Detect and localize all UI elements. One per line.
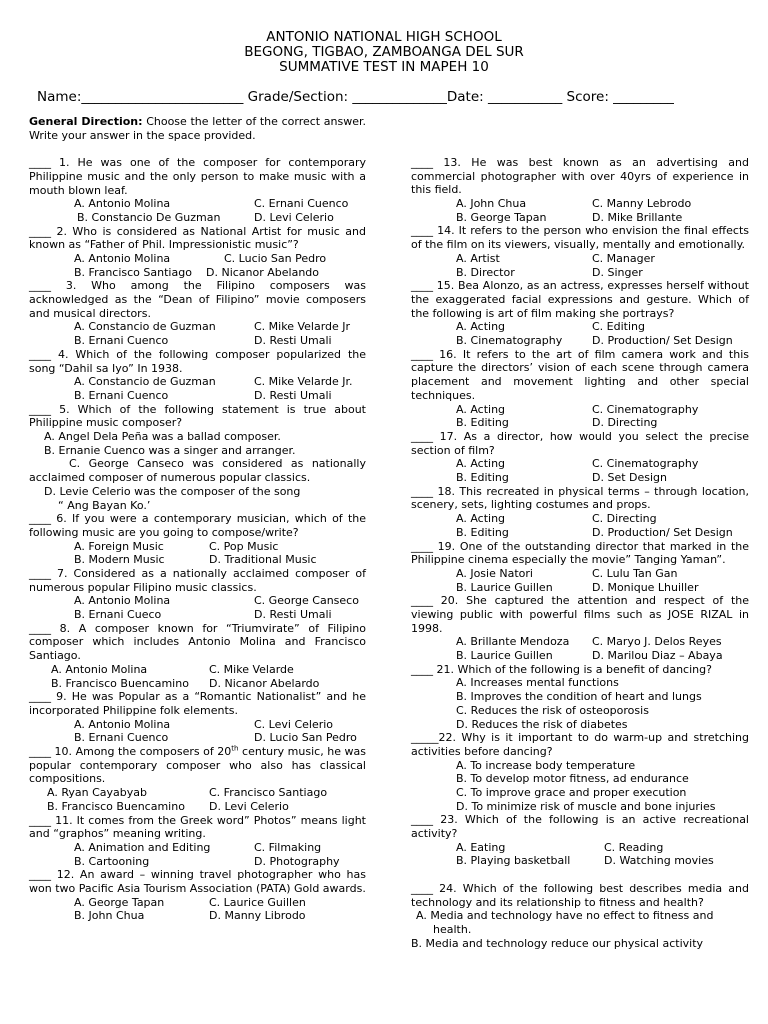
choice-b: B. Francisco Buencamino	[47, 799, 185, 813]
question-24: ____ 24. Which of the following best describes media and technology and its relationship to fitness and health?	[411, 881, 749, 909]
choice-d: D. Production/ Set Design	[592, 525, 733, 539]
choice-a: A. Acting	[456, 512, 506, 526]
question-7-options-row2	[29, 608, 366, 622]
choice-b: B. Editing	[456, 416, 509, 430]
choice-b: B. Ernani Cuenco	[74, 388, 169, 402]
question-21-choice-b	[411, 690, 749, 704]
choice-b: B. Francisco Santiago	[74, 265, 192, 279]
superscript: th	[231, 744, 239, 753]
choice-a: A. Artist	[456, 251, 500, 265]
choice-c: C. Cinematography	[592, 402, 699, 416]
choice-c: C. Filmaking	[254, 840, 322, 854]
choice-d: D. Lucio San Pedro	[254, 731, 357, 745]
question-8-options-row2	[29, 677, 366, 691]
question-10	[29, 745, 366, 786]
question-10-options-row1	[29, 786, 366, 800]
question-15-options-row2	[411, 334, 749, 348]
choice-b: B. Media and technology reduce our physical activity	[411, 936, 704, 950]
choice-a: A. Media and technology have no effect to fitness and	[416, 909, 714, 923]
choice-d: D. Resti Umali	[254, 388, 332, 402]
question-10-text-cont: century music, he was popular contemporary composer who also has classical compositions.	[29, 745, 366, 786]
choice-d: D. Nicanor Abelardo	[209, 676, 320, 690]
question-22-choice-b	[411, 772, 749, 786]
choice-c: C. Directing	[592, 512, 657, 526]
question-17-options-row1	[411, 457, 749, 471]
choice-c: C. Lulu Tan Gan	[592, 566, 678, 580]
choice-d: D. Nicanor Abelando	[206, 265, 320, 279]
question-16-options-row1	[411, 403, 749, 417]
question-5-choice-b	[29, 444, 366, 458]
choice-c: C. Laurice Guillen	[209, 895, 306, 909]
choice-b: B. To develop motor fitness, ad endurance	[456, 772, 689, 786]
question-22-choice-a	[411, 759, 749, 773]
question-13-options-row1	[411, 197, 749, 211]
student-info-line: Name:________________________ Grade/Section: ______________Date: ___________ Score: _________	[37, 89, 674, 105]
question-17-options-row2	[411, 471, 749, 485]
choice-d: D. Photography	[254, 854, 340, 868]
choice-a: A. Antonio Molina	[51, 662, 148, 676]
choice-b: B. Ernani Cuenco	[74, 334, 169, 348]
choice-b: B. Ernani Cuenco	[74, 731, 169, 745]
question-12-options-row1	[29, 896, 366, 910]
choice-b: B. Cinematography	[456, 334, 563, 348]
question-6-options-row2	[29, 553, 366, 567]
choice-d: D. To minimize risk of muscle and bone injuries	[456, 799, 716, 813]
choice-c: C. Reading	[604, 840, 664, 854]
direction-label: General Direction:	[29, 115, 143, 128]
question-3-options-row1	[29, 320, 366, 334]
choice-b: B. Editing	[456, 471, 509, 485]
choice-a: A. Foreign Music	[74, 539, 164, 553]
question-3: ____ 3. Who among the Filipino composers was acknowledged as the “Dean of Filipino” movie composers and musical directors.	[29, 279, 366, 320]
question-15: ____ 15. Bea Alonzo, as an actress, expresses herself without the exaggerated facial expressions and gesture. Which of the following is art of film making she portrays?	[411, 279, 749, 320]
choice-d-continued: “ Ang Bayan Ko.’	[58, 498, 151, 512]
question-10-options-row2	[29, 800, 366, 814]
choice-b: B. Playing basketball	[456, 854, 571, 868]
choice-c: C. To improve grace and proper execution	[456, 786, 687, 799]
question-14: ____ 14. It refers to the person who envision the final effects of the film on its viewers, visually, mentally and emotionally.	[411, 224, 749, 252]
choice-d: D. Marilou Diaz – Abaya	[592, 649, 723, 663]
choice-a: A. Angel Dela Peña was a ballad composer.	[44, 430, 281, 444]
question-8: ____ 8. A composer known for “Triumvirate” of Filipino composer which includes Antonio Molina and Francisco Santiago.	[29, 621, 366, 663]
question-24-choice-b	[411, 937, 749, 951]
choice-d: D. Monique Lhuiller	[592, 580, 699, 594]
choice-b: B. Improves the condition of heart and lungs	[456, 690, 702, 704]
choice-a: A. Josie Natori	[456, 566, 533, 580]
choice-b: B. Laurice Guillen	[456, 649, 553, 663]
choice-a: A. Constancio de Guzman	[74, 375, 216, 389]
question-5-choice-a	[29, 430, 366, 444]
choice-b: B. Laurice Guillen	[456, 580, 553, 594]
question-21: ____ 21. Which of the following is a benefit of dancing?	[411, 662, 712, 676]
question-13: ____ 13. He was best known as an advertising and commercial photographer with over 40yrs of experience in this field.	[411, 156, 749, 197]
choice-a: A. Antonio Molina	[74, 197, 171, 211]
choice-d: D. Levi Celerio	[254, 210, 334, 224]
choice-b: B. Editing	[456, 525, 509, 539]
question-11-options-row1	[29, 841, 366, 855]
question-9-options-row1	[29, 718, 366, 732]
choice-a: A. John Chua	[456, 197, 527, 211]
question-9: ____ 9. He was Popular as a “Romantic Nationalist” and he incorporated Philippine folk elements.	[29, 690, 366, 717]
question-7-options-row1	[29, 594, 366, 608]
choice-a: A. Ryan Cayabyab	[47, 786, 147, 800]
choice-d: D. Levie Celerio was the composer of the song	[44, 484, 301, 498]
choice-a: A. To increase body temperature	[456, 758, 636, 772]
question-4: ____ 4. Which of the following composer popularized the song “Dahil sa Iyo” In 1938.	[29, 347, 366, 375]
general-direction	[29, 115, 366, 142]
choice-b: B. Ernani Cueco	[74, 608, 162, 622]
question-7: ____ 7. Considered as a nationally acclaimed composer of numerous popular Filipino music classics.	[29, 566, 366, 594]
choice-a: A. Eating	[456, 840, 506, 854]
choice-c: C. Cinematography	[592, 457, 699, 471]
choice-d: D. Set Design	[592, 471, 668, 485]
question-17: ____ 17. As a director, how would you select the precise section of film?	[411, 429, 749, 457]
question-6-options-row1	[29, 540, 366, 554]
choice-a-continued: health.	[433, 922, 472, 936]
choice-c: C. Mike Velarde	[209, 662, 294, 676]
question-18-options-row1	[411, 512, 749, 526]
question-11-options-row2	[29, 855, 366, 869]
test-title: SUMMATIVE TEST IN MAPEH 10	[279, 59, 489, 75]
question-4-options-row2	[29, 389, 366, 403]
question-21-choice-c	[411, 704, 749, 718]
choice-c: C. Mike Velarde Jr.	[254, 375, 353, 389]
choice-d: D. Reduces the risk of diabetes	[456, 717, 628, 731]
question-4-options-row1	[29, 375, 366, 389]
choice-b: B. Constancio De Guzman	[77, 210, 221, 224]
question-14-options-row1	[411, 252, 749, 266]
choice-d: D. Traditional Music	[209, 553, 317, 567]
question-1-options-row1	[29, 197, 366, 211]
choice-c: C. Maryo J. Delos Reyes	[592, 635, 722, 649]
choice-b: B. Francisco Buencamino	[51, 676, 189, 690]
choice-c: C. George Canseco	[254, 594, 359, 608]
school-address: BEGONG, TIGBAO, ZAMBOANGA DEL SUR	[244, 44, 524, 60]
right-column	[411, 156, 749, 950]
choice-c: C. Manager	[592, 251, 655, 265]
question-21-choice-a	[411, 676, 749, 690]
question-5-choice-d-cont	[29, 499, 366, 513]
choice-a: A. Acting	[456, 320, 506, 334]
question-9-options-row2	[29, 731, 366, 745]
choice-b: B. Cartooning	[74, 854, 150, 868]
question-14-options-row2	[411, 266, 749, 280]
choice-c: C. Ernani Cuenco	[254, 197, 349, 211]
direction-text: Choose the letter of the correct answer. Write your answer in the space provided.	[29, 115, 366, 142]
question-18-options-row2	[411, 526, 749, 540]
question-6: ____ 6. If you were a contemporary musician, which of the following music are you going to compose/write?	[29, 512, 366, 539]
choice-c: C. Mike Velarde Jr	[254, 320, 351, 334]
question-10-text: ____ 10. Among the composers of 20	[29, 745, 232, 759]
choice-d: D. Resti Umali	[254, 334, 332, 348]
question-2-options-row1	[29, 252, 366, 266]
question-1: ____ 1. He was one of the composer for contemporary Philippine music and the only person to make music with a mouth blown leaf.	[29, 156, 366, 197]
choice-c: C. Manny Lebrodo	[592, 197, 692, 211]
choice-d: D. Directing	[592, 416, 658, 430]
question-15-options-row1	[411, 320, 749, 334]
question-18: ____ 18. This recreated in physical terms – through location, scenery, sets, lighting costumes and props.	[411, 484, 749, 512]
question-23-options-row2	[411, 854, 749, 868]
question-5: ____ 5. Which of the following statement is true about Philippine music composer?	[29, 402, 366, 430]
choice-c: C. Lucio San Pedro	[224, 251, 327, 265]
question-11: ____ 11. It comes from the Greek word” Photos” means light and “graphos” meaning writing.	[29, 813, 366, 841]
choice-b: B. Ernanie Cuenco was a singer and arranger.	[44, 443, 296, 457]
question-22-choice-d	[411, 800, 749, 814]
choice-a: A. Brillante Mendoza	[456, 635, 570, 649]
question-22-choice-c	[411, 786, 749, 800]
choice-b: B. Director	[456, 265, 515, 279]
choice-d: D. Resti Umali	[254, 608, 332, 622]
question-20-options-row2	[411, 649, 749, 663]
choice-c: C. Reduces the risk of osteoporosis	[456, 703, 649, 717]
question-2-options-row2	[29, 266, 366, 280]
question-8-options-row1	[29, 663, 366, 677]
choice-b: B. George Tapan	[456, 210, 547, 224]
choice-d: D. Singer	[592, 265, 643, 279]
question-23: ____ 23. Which of the following is an active recreational activity?	[411, 813, 749, 841]
choice-c: C. Levi Celerio	[254, 717, 334, 731]
question-12: ____ 12. An award – winning travel photographer who has won two Pacific Asia Tourism Association (PATA) Gold awards.	[29, 868, 366, 895]
choice-c: C. Francisco Santiago	[209, 786, 328, 800]
choice-c: C. Pop Music	[209, 539, 279, 553]
choice-d: D. Manny Librodo	[209, 909, 306, 923]
question-19: ____ 19. One of the outstanding director that marked in the Philippine cinema especially the movie” Tanging Yaman”.	[411, 539, 749, 567]
question-5-choice-d	[29, 485, 366, 499]
choice-a: A. Constancio de Guzman	[74, 320, 216, 334]
choice-a: A. Acting	[456, 457, 506, 471]
choice-a: A. Antonio Molina	[74, 717, 171, 731]
choice-a: A. Acting	[456, 402, 506, 416]
choice-c: C. Editing	[592, 320, 645, 334]
choice-d: D. Production/ Set Design	[592, 334, 733, 348]
choice-a: A. Increases mental functions	[456, 676, 619, 690]
question-24-choice-a-cont	[411, 923, 749, 937]
choice-a: A. George Tapan	[74, 895, 165, 909]
choice-d: D. Watching movies	[604, 854, 714, 868]
question-3-options-row2	[29, 334, 366, 348]
question-12-options-row2	[29, 909, 366, 923]
choice-d: D. Levi Celerio	[209, 799, 289, 813]
question-19-options-row1	[411, 567, 749, 581]
question-16-options-row2	[411, 416, 749, 430]
question-2: ____ 2. Who is considered as National Artist for music and known as “Father of Phil. Impressionistic music”?	[29, 224, 366, 252]
question-24-choice-a	[411, 909, 749, 923]
question-19-options-row2	[411, 581, 749, 595]
question-22: _____22. Why is it important to do warm-up and stretching activities before dancing?	[411, 731, 749, 758]
question-20: ____ 20. She captured the attention and respect of the viewing public with powerful films such as JOSE RIZAL in 1998.	[411, 594, 749, 635]
question-13-options-row2	[411, 211, 749, 225]
question-21-choice-d	[411, 718, 749, 732]
school-name: ANTONIO NATIONAL HIGH SCHOOL	[266, 29, 502, 45]
question-23-options-row1	[411, 841, 749, 855]
question-1-options-row2	[29, 211, 366, 225]
left-column	[29, 115, 366, 923]
choice-d: D. Mike Brillante	[592, 210, 683, 224]
choice-a: A. Antonio Molina	[74, 251, 171, 265]
question-20-options-row1	[411, 635, 749, 649]
question-5-choice-c: C. George Canseco was considered as nationally acclaimed composer of numerous popular classics.	[29, 457, 366, 485]
choice-a: A. Antonio Molina	[74, 594, 171, 608]
choice-b: B. John Chua	[74, 909, 145, 923]
choice-b: B. Modern Music	[74, 553, 165, 567]
choice-a: A. Animation and Editing	[74, 840, 211, 854]
question-16: ____ 16. It refers to the art of film camera work and this capture the directors’ vision of each scene through camera placement and movement lighting and other special techniques.	[411, 347, 749, 402]
